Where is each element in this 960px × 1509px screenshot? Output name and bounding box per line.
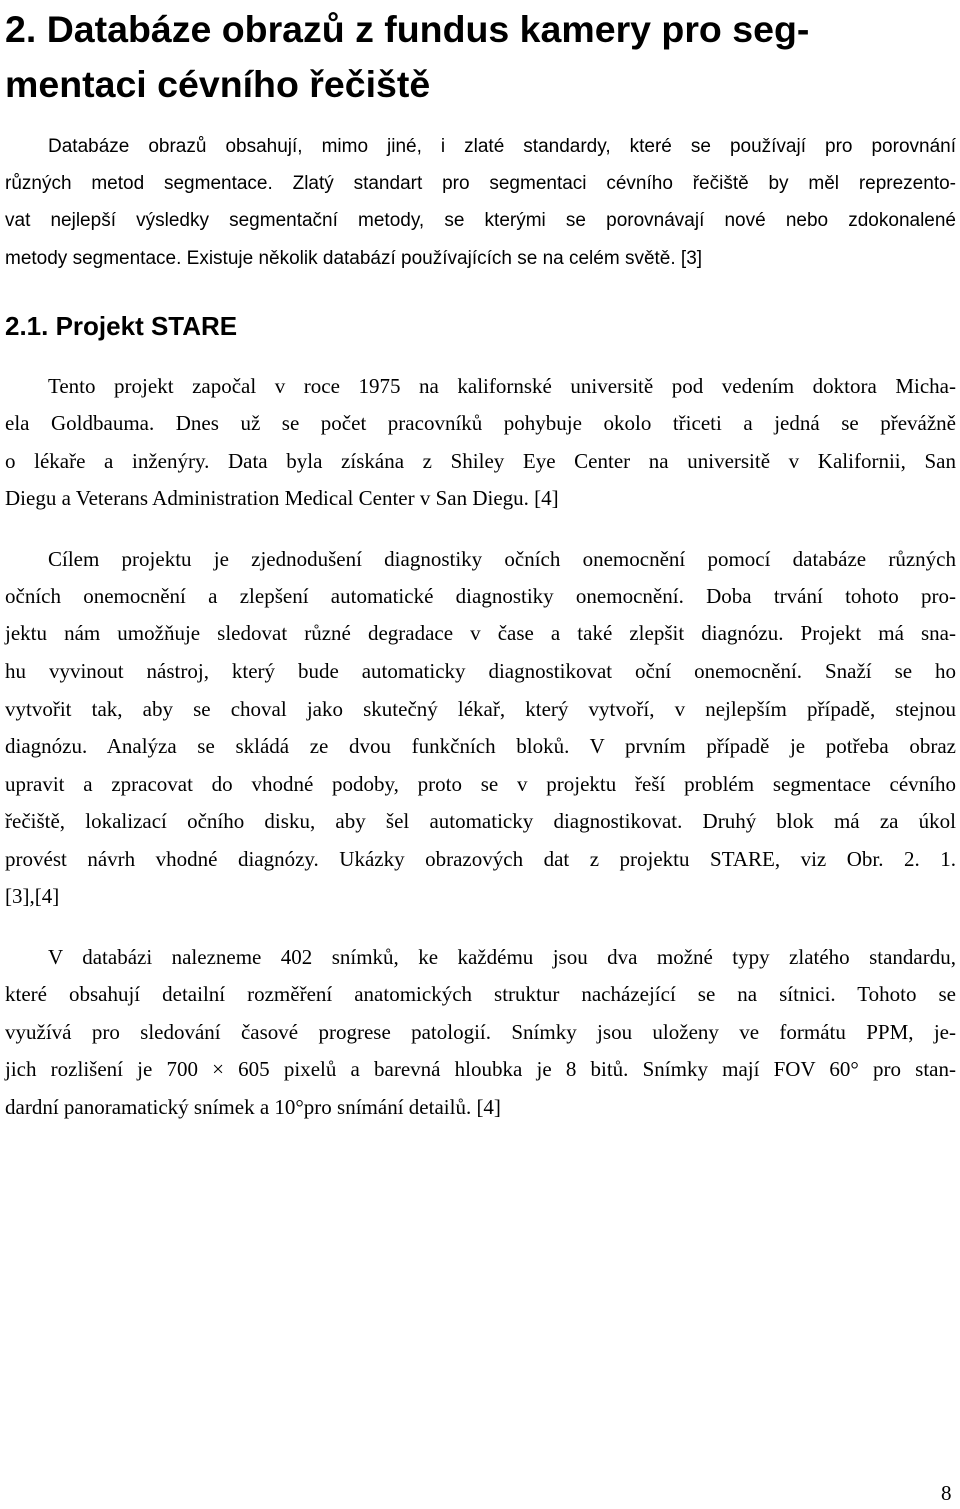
paragraph-line: které obsahují detailní rozměření anatomických struktur nacházející se na sítnici. Tohoto se bbox=[5, 982, 956, 1006]
paragraph-line: [3],[4] bbox=[5, 884, 60, 908]
paragraph-line: Databáze obrazů obsahují, mimo jiné, i zlaté standardy, které se používají pro porovnání bbox=[48, 136, 956, 157]
paragraph-line: V databázi nalezneme 402 snímků, ke každému jsou dva možné typy zlatého standardu, bbox=[48, 945, 956, 969]
paragraph-line: dardní panoramatický snímek a 10°pro snímání detailů. [4] bbox=[5, 1095, 501, 1119]
paragraph-line: využívá pro sledování časové progrese patologií. Snímky jsou uloženy ve formátu PPM, je- bbox=[5, 1020, 956, 1044]
paragraph-line: hu vyvinout nástroj, který bude automaticky diagnostikovat oční onemocnění. Snaží se ho bbox=[5, 659, 956, 683]
paragraph-line: jich rozlišení je 700 × 605 pixelů a barevná hloubka je 8 bitů. Snímky mají FOV 60° pro stan- bbox=[5, 1057, 956, 1081]
paragraph-line: Cílem projektu je zjednodušení diagnostiky očních onemocnění pomocí databáze různých bbox=[48, 547, 956, 571]
paragraph-line: Diegu a Veterans Administration Medical Center v San Diegu. [4] bbox=[5, 486, 559, 510]
paragraph-line: o lékaře a inženýry. Data byla získána z Shiley Eye Center na universitě v Kalifornii, San bbox=[5, 449, 956, 473]
paragraph-line: řečiště, lokalizací očního disku, aby šel automaticky diagnostikovat. Druhý blok má za úkol bbox=[5, 809, 956, 833]
paragraph-line: očních onemocnění a zlepšení automatické diagnostiky onemocnění. Doba trvání tohoto pro- bbox=[5, 584, 956, 608]
paragraph-line: jektu nám umožňuje sledovat různé degradace v čase a také zlepšit diagnózu. Projekt má sna- bbox=[5, 621, 956, 645]
chapter-title-line-1: 2. Databáze obrazů z fundus kamery pro seg- bbox=[5, 8, 810, 50]
paragraph-line: provést návrh vhodné diagnózy. Ukázky obrazových dat z projektu STARE, viz Obr. 2. 1. bbox=[5, 847, 956, 871]
paragraph-line: diagnózu. Analýza se skládá ze dvou funkčních bloků. V prvním případě je potřeba obraz bbox=[5, 734, 956, 758]
paragraph-line: různých metod segmentace. Zlatý standart pro segmentaci cévního řečiště by měl reprezento- bbox=[5, 173, 956, 194]
paragraph-line: vat nejlepší výsledky segmentační metody, se kterými se porovnávají nové nebo zdokonalené bbox=[5, 210, 956, 231]
paragraph-line: ela Goldbauma. Dnes už se počet pracovníků pohybuje okolo třiceti a jedná se převážně bbox=[5, 411, 956, 435]
paragraph-line: metody segmentace. Existuje několik databází používajících se na celém světě. [3] bbox=[5, 248, 703, 269]
section-heading: 2.1. Projekt STARE bbox=[5, 311, 238, 341]
paragraph-line: vytvořit tak, aby se choval jako skutečný lékař, který vytvoří, v nejlepším případě, stejnou bbox=[5, 697, 956, 721]
chapter-title bbox=[5, 2, 956, 112]
paragraph-line: upravit a zpracovat do vhodné podoby, proto se v projektu řeší problém segmentace cévního bbox=[5, 772, 956, 796]
paragraph-line: Tento projekt započal v roce 1975 na kalifornské universitě pod vedením doktora Micha- bbox=[48, 374, 956, 398]
chapter-title-line-2: mentaci cévního řečiště bbox=[5, 63, 431, 105]
page-number: 8 bbox=[941, 1481, 952, 1505]
